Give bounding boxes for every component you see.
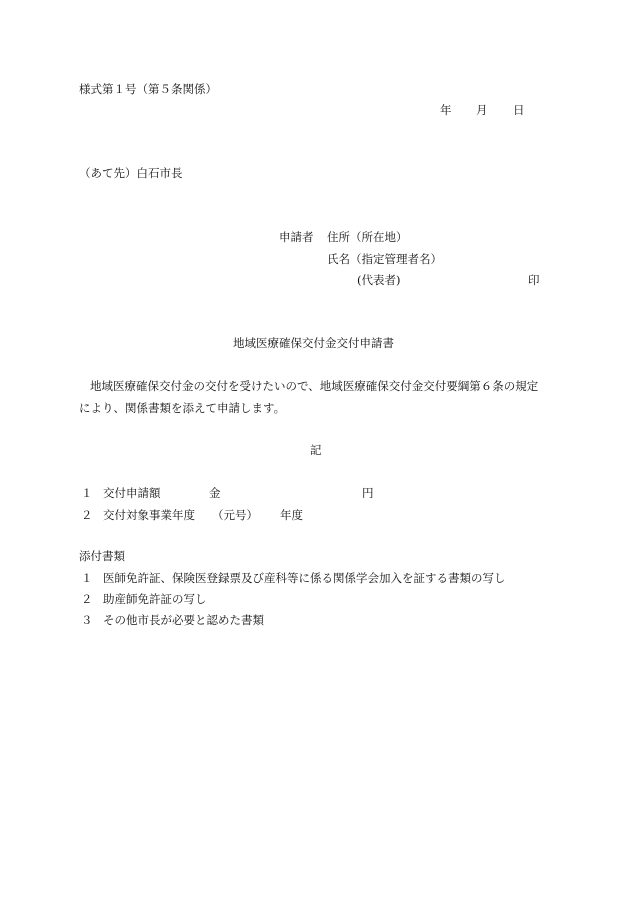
- addressee: （あて先）白石市長: [79, 166, 183, 180]
- applicant-label: 申請者: [279, 230, 314, 244]
- item-2-number: ２: [81, 508, 93, 522]
- item-2-label: 交付対象事業年度: [103, 508, 195, 522]
- attachment-3-text: その他市長が必要と認めた書類: [103, 613, 264, 627]
- ki-mark: 記: [310, 443, 322, 457]
- item-1-number: １: [81, 486, 93, 500]
- attachment-1-text: 医師免許証、保険医登録票及び産科等に係る関係学会加入を証する書類の写し: [103, 571, 506, 585]
- date-month: 月: [476, 103, 488, 117]
- attachment-1-number: １: [81, 571, 93, 585]
- address-label: 住所（所在地）: [327, 230, 408, 244]
- seal-mark: 印: [528, 273, 540, 287]
- attachments-heading: 添付書類: [79, 549, 125, 563]
- attachment-2-number: ２: [81, 592, 93, 606]
- attachment-3-number: ３: [81, 613, 93, 627]
- item-2-field-nendo: 年度: [280, 508, 303, 522]
- document-title: 地域医療確保交付金交付申請書: [233, 336, 394, 350]
- representative-label: (代表者): [357, 273, 401, 287]
- item-1-field-yen: 円: [362, 486, 374, 500]
- body-line-2: により、関係書類を添えて申請します。: [79, 401, 286, 415]
- attachment-2-text: 助産師免許証の写し: [103, 592, 207, 606]
- item-1-field-kin: 金: [209, 486, 221, 500]
- form-number: 様式第１号（第５条関係）: [79, 82, 217, 96]
- body-line-1: 地域医療確保交付金の交付を受けたいので、地域医療確保交付金交付要綱第６条の規定: [90, 379, 539, 393]
- date-day: 日: [513, 103, 525, 117]
- date-year: 年: [440, 103, 452, 117]
- item-2-field-era: （元号）: [212, 508, 258, 522]
- name-label: 氏名（指定管理者名）: [327, 252, 442, 266]
- body-paragraph: [79, 375, 559, 419]
- item-1-label: 交付申請額: [103, 486, 161, 500]
